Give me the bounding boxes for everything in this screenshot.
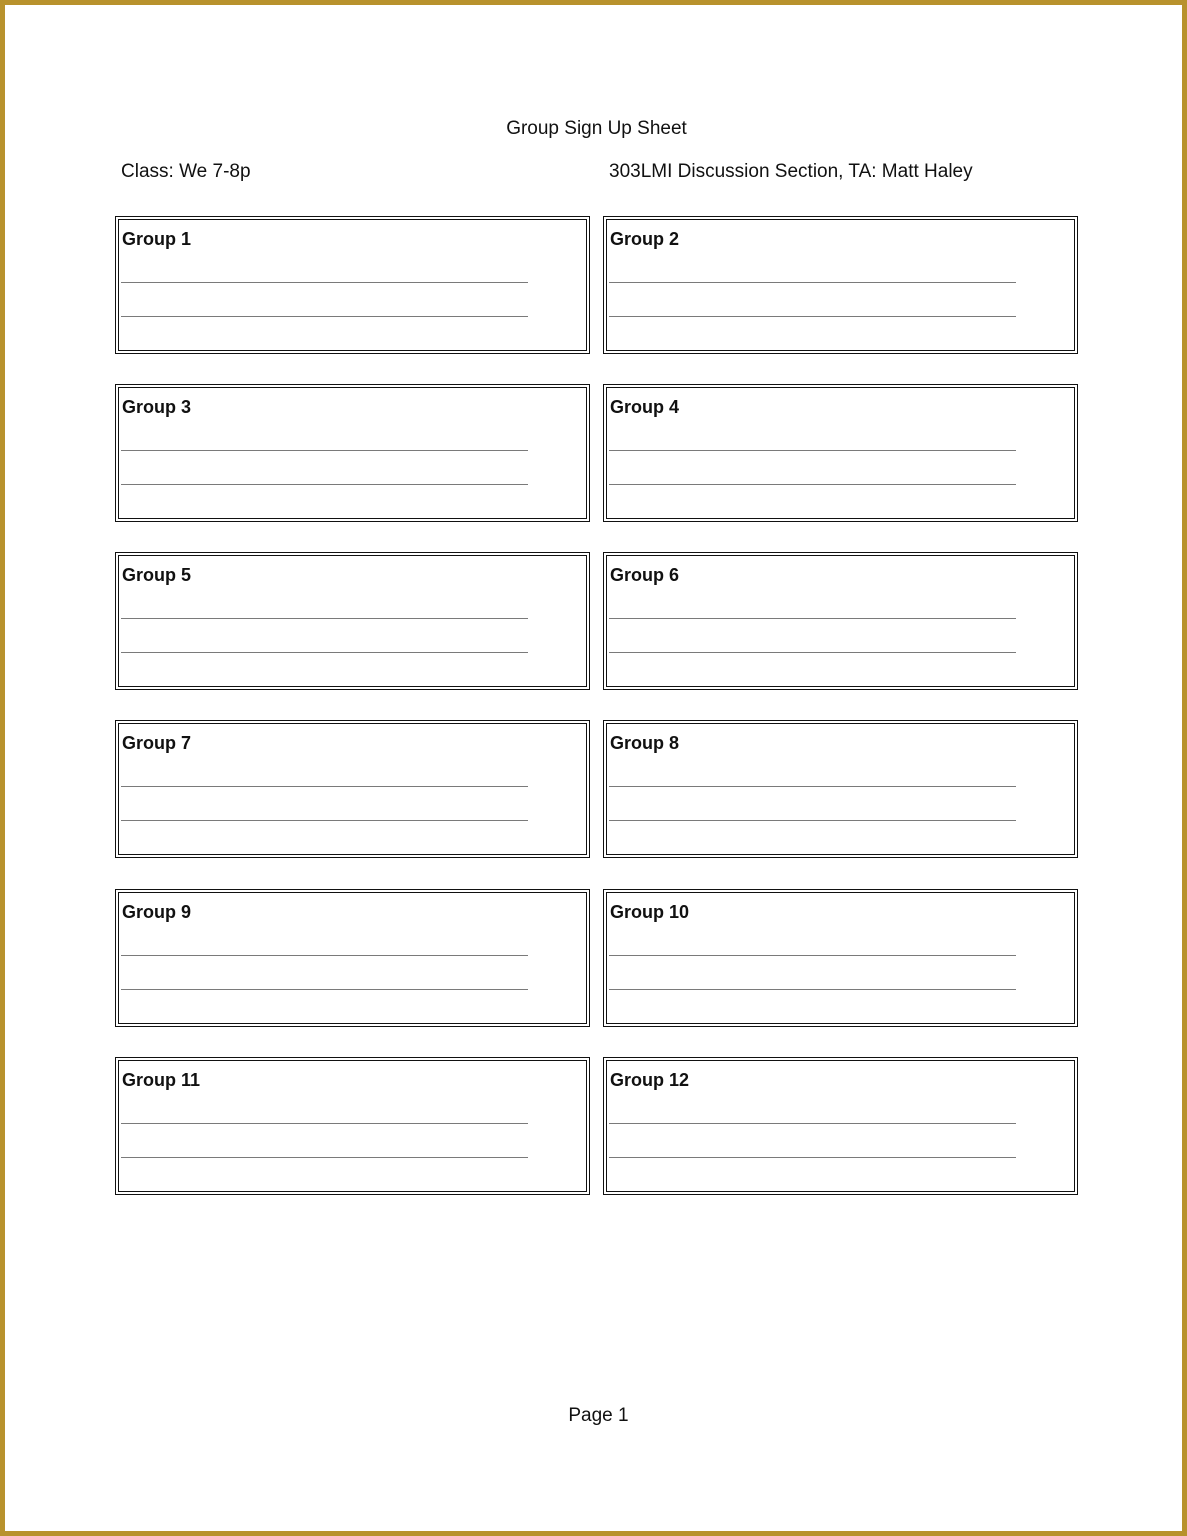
group-label: Group 8 [610,733,680,753]
signup-line[interactable] [121,1157,528,1158]
group-label: Group 12 [610,1070,690,1090]
signup-line[interactable] [609,989,1016,990]
group-box-9 [115,889,590,1027]
signup-line[interactable] [121,450,528,451]
group-box-6 [603,552,1078,690]
group-box-8 [603,720,1078,858]
group-box-12 [603,1057,1078,1195]
signup-line[interactable] [121,989,528,990]
group-label: Group 7 [122,733,192,753]
signup-line[interactable] [609,820,1016,821]
signup-line[interactable] [609,652,1016,653]
group-label: Group 6 [610,565,680,585]
page-number: Page 1 [568,1405,629,1426]
group-box-2 [603,216,1078,354]
signup-line[interactable] [609,955,1016,956]
group-label: Group 2 [610,229,680,249]
group-label: Group 3 [122,397,192,417]
group-box-11 [115,1057,590,1195]
signup-line[interactable] [609,618,1016,619]
signup-line[interactable] [121,955,528,956]
signup-line[interactable] [609,484,1016,485]
group-box-4 [603,384,1078,522]
signup-line[interactable] [609,450,1016,451]
signup-line[interactable] [121,1123,528,1124]
title-text: Group Sign Up Sheet [506,118,687,139]
group-box-10 [603,889,1078,1027]
group-label: Group 9 [122,902,192,922]
signup-line[interactable] [121,484,528,485]
signup-line[interactable] [609,1157,1016,1158]
group-label: Group 4 [610,397,680,417]
group-label: Group 11 [122,1070,201,1090]
signup-line[interactable] [121,786,528,787]
group-box-5 [115,552,590,690]
signup-line[interactable] [121,652,528,653]
signup-line[interactable] [121,820,528,821]
signup-line[interactable] [121,282,528,283]
group-label: Group 1 [122,229,192,249]
page-title [5,118,1187,140]
signup-line[interactable] [609,316,1016,317]
group-box-1 [115,216,590,354]
signup-line[interactable] [609,282,1016,283]
signup-line[interactable] [121,316,528,317]
signup-line[interactable] [609,786,1016,787]
class-info: Class: We 7-8p [121,161,251,182]
signup-line[interactable] [609,1123,1016,1124]
group-box-7 [115,720,590,858]
group-label: Group 10 [610,902,690,922]
signup-line[interactable] [121,618,528,619]
section-info: 303LMI Discussion Section, TA: Matt Haley [609,161,973,182]
group-label: Group 5 [122,565,192,585]
group-box-3 [115,384,590,522]
